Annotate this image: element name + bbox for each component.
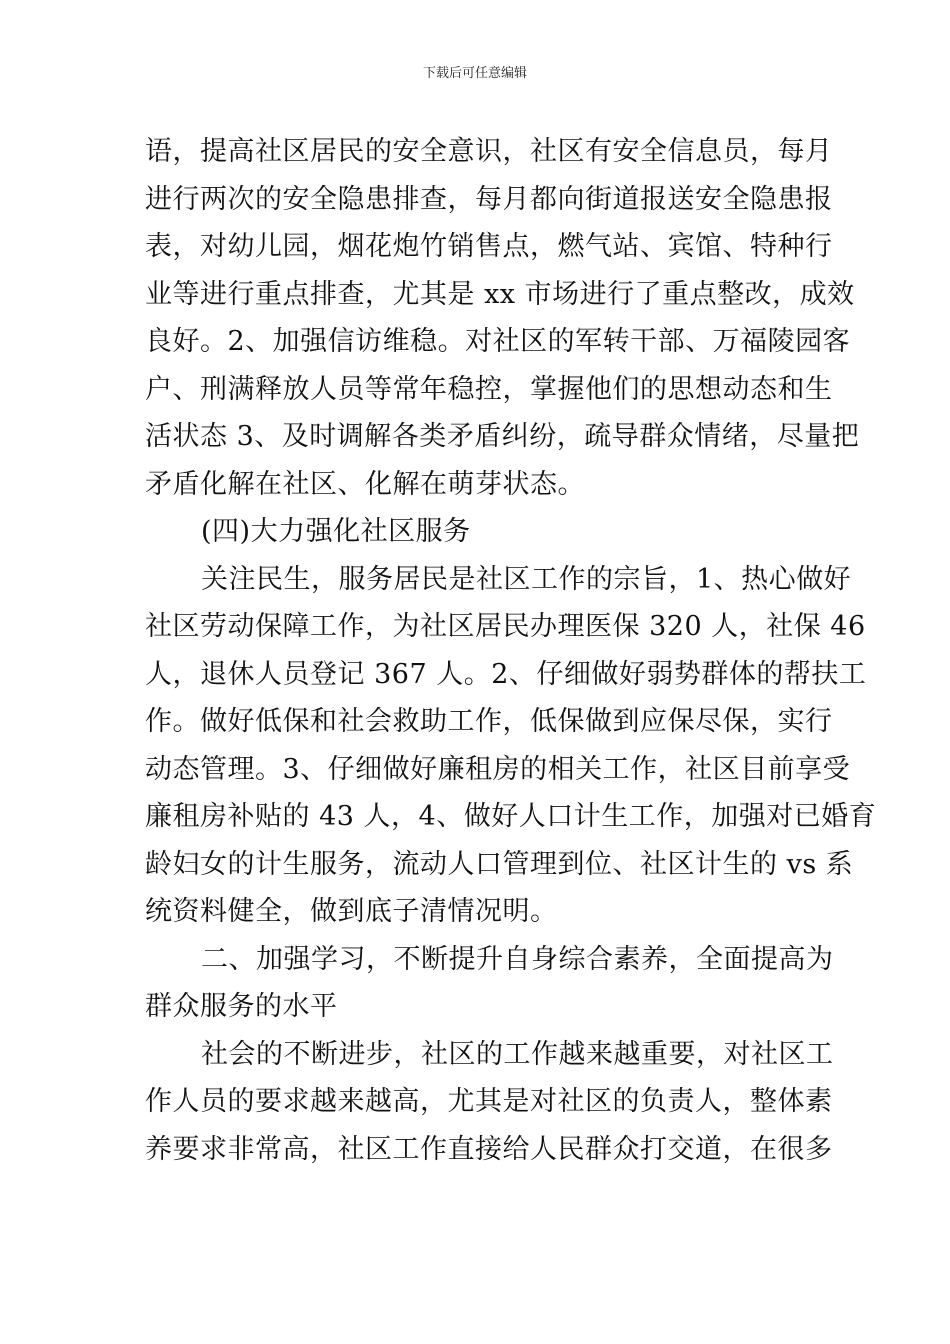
- text-line: 社会的不断进步，社区的工作越来越重要，对社区工: [201, 1038, 834, 1070]
- document-body: [145, 128, 877, 1173]
- text-line: (四)大力强化社区服务: [201, 516, 471, 547]
- text-line: 作人员的要求越来越高，尤其是对社区的负责人，整体素: [145, 1086, 833, 1117]
- text-line: 统资料健全，做到底子清情况明。: [145, 896, 558, 927]
- text-line: 良好。2、加强信访维稳。对社区的军转干部、万福陵园客: [145, 326, 851, 357]
- text-line: 语，提高社区居民的安全意识，社区有安全信息员，每月: [145, 136, 833, 167]
- text-line: 进行两次的安全隐患排查，每月都向街道报送安全隐患报: [145, 183, 833, 215]
- text-line: 养要求非常高，社区工作直接给人民群众打交道，在很多: [145, 1133, 833, 1165]
- text-line: 作。做好低保和社会救助工作，低保做到应保尽保，实行: [145, 706, 833, 737]
- section-heading-community-service: [145, 508, 815, 556]
- text-line: 动态管理。3、仔细做好廉租房的相关工作，社区目前享受: [145, 753, 851, 785]
- text-line: 关注民生，服务居民是社区工作的宗旨，1、热心做好: [201, 563, 852, 595]
- text-line: 二、加强学习，不断提升自身综合素养，全面提高为: [201, 943, 834, 975]
- text-line: 业等进行重点排查，尤其是 xx 市场进行了重点整改，成效: [145, 278, 855, 310]
- text-line: 矛盾化解在社区、化解在萌芽状态。: [145, 468, 585, 500]
- text-line: 廉租房补贴的 43 人，4、做好人口计生工作，加强对已婚育: [145, 801, 877, 832]
- text-line: 群众服务的水平: [145, 991, 338, 1022]
- text-line: 活状态 3、及时调解各类矛盾纠纷，疏导群众情绪，尽量把: [145, 421, 860, 452]
- paragraph-public-safety: [145, 128, 860, 508]
- text-line: 龄妇女的计生服务，流动人口管理到位、社区计生的 vs 系: [145, 848, 854, 880]
- section-heading-learning: [145, 936, 834, 1031]
- paragraph-community-service: [145, 556, 877, 936]
- page-header: 下载后可任意编辑: [422, 66, 527, 81]
- text-line: 社区劳动保障工作，为社区居民办理医保 320 人，社保 46: [145, 611, 866, 642]
- text-line: 人，退休人员登记 367 人。2、仔细做好弱势群体的帮扶工: [145, 658, 867, 690]
- text-line: 表，对幼儿园，烟花炮竹销售点，燃气站、宾馆、特种行: [145, 231, 833, 262]
- paragraph-learning: [145, 1031, 834, 1174]
- text-line: 户、刑满释放人员等常年稳控，掌握他们的思想动态和生: [145, 373, 833, 405]
